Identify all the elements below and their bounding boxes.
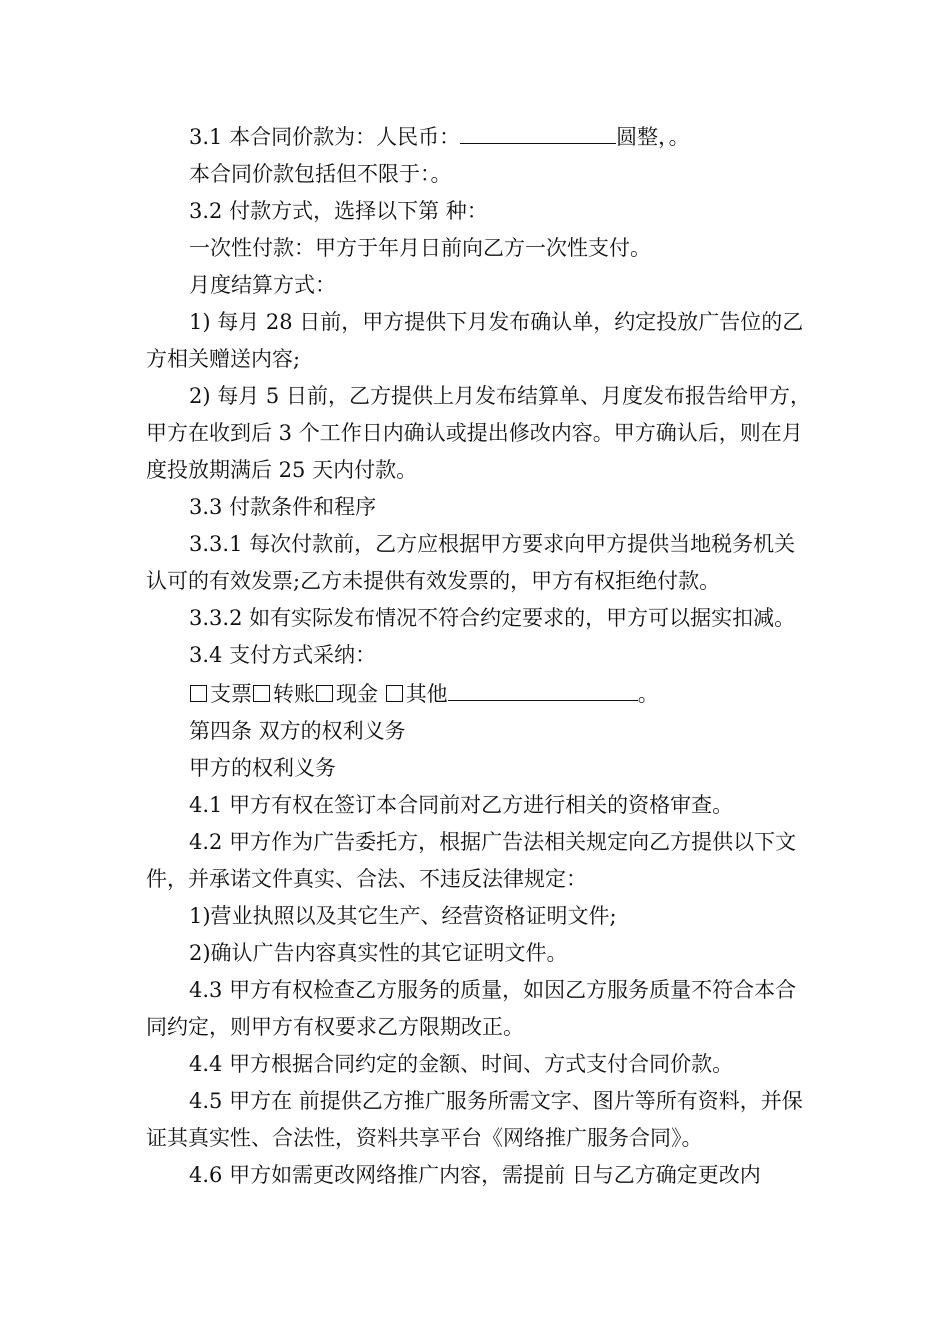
monthly-settlement: 月度结算方式： (189, 273, 336, 297)
clause-4-5: 4.5 甲方在 前提供乙方推广服务所需文字、图片等所有资料，并保证其真实性、合法性，资料共享平台《网络推广服务合同》。 (146, 1089, 803, 1150)
check-checkbox[interactable] (190, 685, 207, 702)
document-body (146, 117, 814, 1194)
other-checkbox[interactable] (386, 685, 403, 702)
option-check-label: 支票 (210, 682, 252, 706)
clause-4-2-item-1: 1)营业执照以及其它生产、经营资格证明文件; (189, 904, 617, 928)
price-include-line: 本合同价款包括但不限于：。 (189, 162, 452, 186)
clause-3-2: 3.2 付款方式，选择以下第 种： (189, 199, 488, 223)
clause-3-1 (146, 117, 814, 156)
clause-3-4: 3.4 支付方式采纳： (189, 643, 377, 667)
other-blank[interactable] (448, 674, 638, 701)
payment-options-suffix: 。 (637, 682, 659, 706)
monthly-item-2: 2) 每月 5 日前，乙方提供上月发布结算单、月度发布报告给甲方，甲方在收到后 3 个工作日内确认或提出修改内容。甲方确认后，则在月度投放期满后 25 天内付款。 (146, 384, 811, 482)
clause-3-3-1: 3.3.1 每次付款前，乙方应根据甲方要求向甲方提供当地税务机关认可的有效发票;乙方未提供有效发票的，甲方有权拒绝付款。 (146, 532, 796, 593)
clause-3-3-2: 3.3.2 如有实际发布情况不符合约定要求的，甲方可以据实扣减。 (189, 606, 796, 630)
clause-4-2: 4.2 甲方作为广告委托方，根据广告法相关规定向乙方提供以下文件，并承诺文件真实、合法、不违反法律规定： (146, 830, 797, 891)
amount-blank[interactable] (460, 117, 616, 144)
clause-4-6: 4.6 甲方如需更改网络推广内容，需提前 日与乙方确定更改内 (189, 1163, 761, 1187)
payment-options-line (146, 674, 814, 713)
transfer-checkbox[interactable] (253, 685, 270, 702)
clause-4-4: 4.4 甲方根据合同约定的金额、时间、方式支付合同价款。 (189, 1052, 734, 1076)
option-other-label: 其他 (405, 682, 448, 706)
option-transfer-label: 转账 (273, 682, 315, 706)
clause-3-1-suffix: 圆整，。 (616, 125, 690, 149)
cash-checkbox[interactable] (316, 685, 333, 702)
option-cash-label: 现金 (336, 682, 378, 706)
monthly-item-1: 1) 每月 28 日前，甲方提供下月发布确认单，约定投放广告位的乙方相关赠送内容; (146, 310, 804, 371)
clause-3-3: 3.3 付款条件和程序 (189, 495, 377, 519)
party-a-heading: 甲方的权利义务 (189, 756, 336, 780)
clause-4-1: 4.1 甲方有权在签订本合同前对乙方进行相关的资格审查。 (189, 793, 734, 817)
clause-4-3: 4.3 甲方有权检查乙方服务的质量，如因乙方服务质量不符合本合同约定，则甲方有权要求乙方限期改正。 (146, 978, 797, 1039)
clause-4-2-item-2: 2)确认广告内容真实性的其它证明文件。 (189, 941, 568, 965)
clause-3-1-text: 3.1 本合同价款为：人民币： (189, 125, 461, 149)
one-time-payment: 一次性付款：甲方于年月日前向乙方一次性支付。 (189, 236, 651, 260)
article-4-heading: 第四条 双方的权利义务 (189, 719, 406, 743)
